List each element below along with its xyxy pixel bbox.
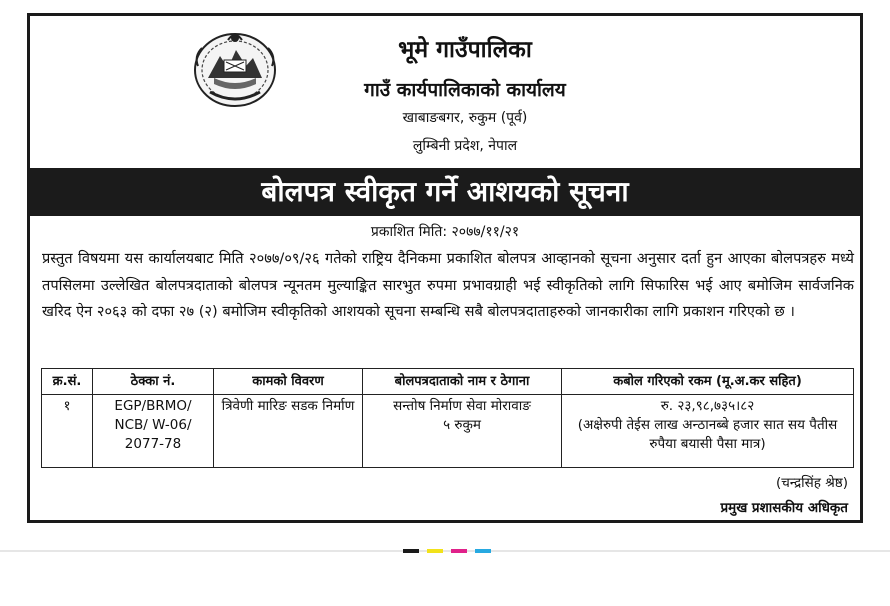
swatch-magenta bbox=[451, 549, 467, 553]
notice-frame bbox=[27, 13, 863, 523]
swatch-yellow bbox=[427, 549, 443, 553]
table-row bbox=[42, 395, 854, 468]
header-amount: कबोल गरिएको रकम (मू.अ.कर सहित) bbox=[562, 369, 854, 395]
bidder-name: सन्तोष निर्माण सेवा मोरावाङ bbox=[393, 398, 531, 414]
table-header-row bbox=[42, 369, 854, 395]
header-sn: क्र.सं. bbox=[42, 369, 93, 395]
cell-contract-no: EGP/BRMO/ NCB/ W-06/ 2077-78 bbox=[93, 395, 214, 468]
municipality-name: भूमे गाउँपालिका bbox=[398, 37, 532, 63]
signatory-title: प्रमुख प्रशासकीय अधिकृत bbox=[720, 500, 848, 516]
published-date: प्रकाशित मिति: २०७७/११/२१ bbox=[370, 224, 520, 240]
notice-header bbox=[30, 16, 860, 168]
cell-sn: १ bbox=[42, 395, 93, 468]
cell-work: त्रिवेणी मारिङ सडक निर्माण bbox=[214, 395, 363, 468]
color-swatches bbox=[403, 549, 491, 553]
signatory-name: (चन्द्रसिंह श्रेष्ठ) bbox=[775, 475, 848, 491]
office-address: खाबाङबगर, रुकुम (पूर्व) bbox=[402, 110, 528, 126]
cell-amount bbox=[562, 395, 854, 468]
notice-title-banner: बोलपत्र स्वीकृत गर्ने आशयको सूचना bbox=[30, 168, 860, 216]
header-bidder: बोलपत्रदाताको नाम र ठेगाना bbox=[363, 369, 562, 395]
amount-words: (अक्षेरुपी तेईस लाख अन्ठानब्बे हजार सात सय पैतीस रुपैया बयासी पैसा मात्र) bbox=[577, 417, 838, 452]
header-contract-no: ठेक्का नं. bbox=[93, 369, 214, 395]
office-name: गाउँ कार्यपालिकाको कार्यालय bbox=[364, 79, 566, 101]
nepal-emblem-icon bbox=[190, 26, 280, 110]
notice-body: प्रस्तुत विषयमा यस कार्यालयबाट मिति २०७७/०९/२६ गतेको राष्ट्रिय दैनिकमा प्रकाशित बोलपत्र आव्हानको सूचना अनुसार दर्ता हुन आएका बोलपत्रहरु मध्ये तपसिलमा उल्लेखित बोलपत्रदाताको बोलपत्र न्यूनतम मुल्याङ्कित सारभुत रुपमा प्रभावग्राही भई स्वीकृतिको लागि सिफारिस भई आए बमोजिम सार्वजनिक खरिद ऐन २०६३ को दफा २७ (२) बमोजिम स्वीकृतिको आशयको सूचना सम्बन्धि सबै बोलपत्रदाताहरुको जानकारीका लागि प्रकाशन गरिएको छ । bbox=[42, 250, 854, 320]
swatch-black bbox=[403, 549, 419, 553]
amount-figure: रु. २३,९८,७३५।८२ bbox=[660, 398, 755, 414]
swatch-cyan bbox=[475, 549, 491, 553]
award-table bbox=[41, 368, 854, 468]
header-work: कामको विवरण bbox=[214, 369, 363, 395]
office-province: लुम्बिनी प्रदेश, नेपाल bbox=[412, 138, 518, 154]
cell-bidder bbox=[363, 395, 562, 468]
bidder-address: ५ रुकुम bbox=[443, 417, 481, 433]
